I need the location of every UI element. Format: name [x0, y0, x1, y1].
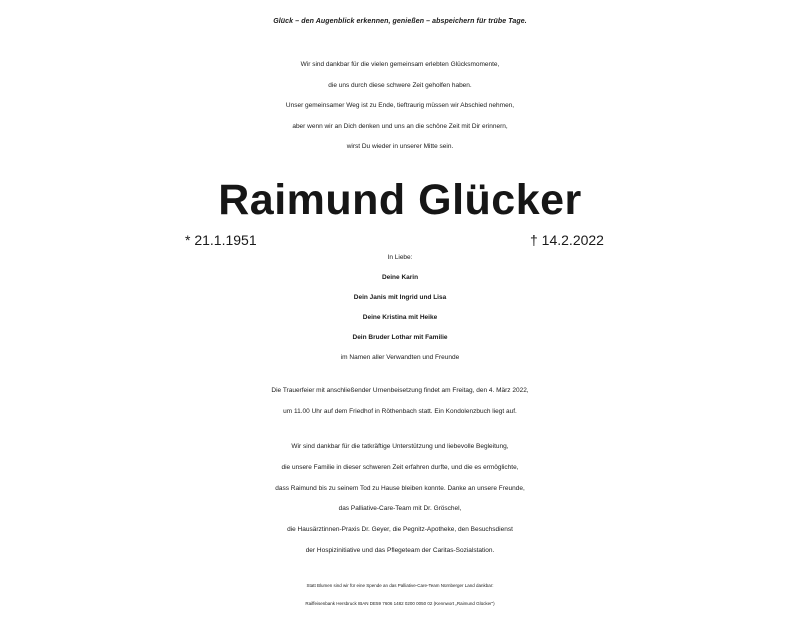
ceremony-line: Die Trauerfeier mit anschließender Urnenbeisetzung findet am Freitag, den 4. März 2022,	[271, 387, 529, 394]
thanks-line: der Hospizinitiative und das Pflegeteam der Caritas-Sozialstation.	[305, 546, 495, 554]
thanks-paragraph	[0, 437, 800, 562]
donation-line: Raiffeisenbank Hersbruck IBAN DE59 7606 1482 0200 0050 02 (Kennwort „Raimund Glücker“)	[305, 601, 495, 606]
thanks-line: Wir sind dankbar für die tatkräftige Unterstützung und liebevolle Begleitung,	[291, 443, 509, 450]
poem-line: Wir sind dankbar für die vielen gemeinsam erlebten Glücksmomente,	[300, 61, 500, 68]
motto: Glück – den Augenblick erkennen, genießen – abspeichern für trübe Tage.	[273, 18, 527, 25]
deceased-name: Raimund Glücker	[218, 176, 582, 224]
mourners-closing: im Namen aller Verwandten und Freunde	[340, 354, 460, 361]
mourners-intro: In Liebe:	[387, 254, 413, 261]
mourner-name: Dein Bruder Lothar mit Familie	[352, 334, 448, 341]
mourners	[0, 248, 800, 368]
poem-line: die uns durch diese schwere Zeit geholfen haben.	[328, 81, 472, 89]
thanks-line: die Hausärztinnen-Praxis Dr. Geyer, die Pegnitz-Apotheke, den Besuchsdienst	[287, 526, 513, 534]
donation-info	[0, 577, 800, 613]
poem-line: Unser gemeinsamer Weg ist zu Ende, tieftraurig müssen wir Abschied nehmen,	[285, 102, 515, 109]
ceremony-line: um 11.00 Uhr auf dem Friedhof in Röthenbach statt. Ein Kondolenzbuch liegt auf.	[283, 408, 517, 415]
thanks-line: das Palliative-Care-Team mit Dr. Gröschel,	[338, 505, 462, 513]
mourner-name: Deine Karin	[381, 274, 419, 281]
mourner-name: Dein Janis mit Ingrid und Lisa	[353, 294, 447, 301]
thanks-line: die unsere Familie in dieser schweren Zeit erfahren durfte, und die es ermöglichte,	[281, 463, 519, 471]
donation-line: Statt Blumen sind wir für eine Spende an das Palliative-Care-Team Nürnberger Land dankbar:	[306, 583, 494, 588]
death-date: † 14.2.2022	[530, 232, 604, 248]
thanks-line: dass Raimund bis zu seinem Tod zu Hause bleiben konnte. Danke an unsere Freunde,	[275, 484, 525, 492]
mourner-name: Deine Kristina mit Heike	[362, 314, 438, 321]
poem-line: wirst Du wieder in unserer Mitte sein.	[346, 143, 454, 150]
poem-line: aber wenn wir an Dich denken und uns an die schöne Zeit mit Dir erinnern,	[292, 122, 508, 130]
poem	[0, 55, 800, 158]
ceremony-info	[0, 380, 800, 422]
birth-date: * 21.1.1951	[185, 232, 257, 248]
